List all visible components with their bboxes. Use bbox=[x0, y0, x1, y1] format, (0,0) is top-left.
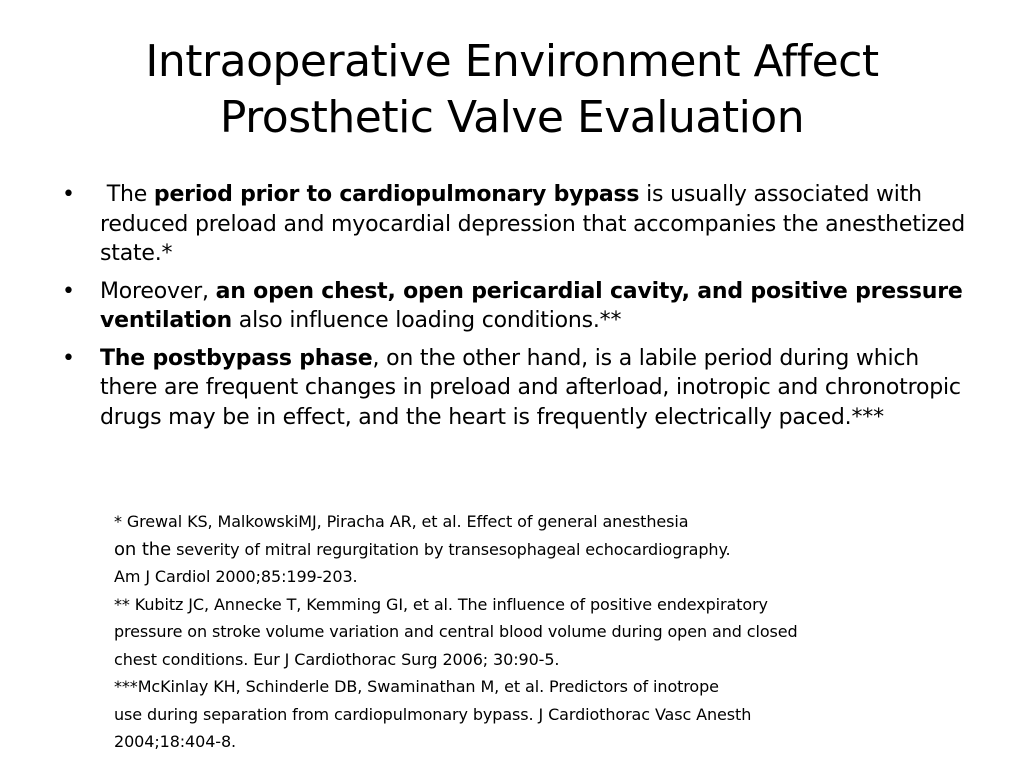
bullet-list bbox=[62, 180, 982, 440]
title-line-1: Intraoperative Environment Affect bbox=[145, 36, 879, 87]
reference-lead-text: on the bbox=[114, 538, 172, 560]
bullet-text-bold: an open chest, open pericardial cavity, and positive pressure ventilation bbox=[100, 278, 963, 333]
reference-line bbox=[114, 536, 974, 564]
bullet-text-suffix: is usually associated with reduced preload and myocardial depression that accompanies the anesthetized state.* bbox=[100, 182, 965, 266]
bullet-item bbox=[62, 344, 982, 433]
bullet-text-suffix: also influence loading conditions.** bbox=[232, 308, 622, 333]
slide-title bbox=[40, 34, 984, 146]
reference-line: ** Kubitz JC, Annecke T, Kemming GI, et al. The influence of positive endexpiratory bbox=[114, 594, 768, 614]
reference-line: ***McKinlay KH, Schinderle DB, Swaminathan M, et al. Predictors of inotrope bbox=[114, 677, 719, 696]
bullet-item bbox=[62, 277, 982, 336]
reference-line: Am J Cardiol 2000;85:199-203. bbox=[114, 567, 358, 586]
reference-line: chest conditions. Eur J Cardiothorac Surg 2006; 30:90-5. bbox=[114, 649, 560, 669]
bullet-text-bold: period prior to cardiopulmonary bypass bbox=[153, 182, 640, 207]
bullet-text-bold: The postbypass phase bbox=[100, 345, 373, 371]
bullet-item bbox=[62, 180, 982, 269]
reference-line: * Grewal KS, MalkowskiMJ, Piracha AR, et al. Effect of general anesthesia bbox=[114, 512, 689, 531]
reference-line: 2004;18:404-8. bbox=[114, 732, 237, 751]
references bbox=[114, 508, 974, 756]
bullet-text-suffix: , on the other hand, is a labile period during which there are frequent changes in preload and afterload, inotropic and chronotropic drugs may be in effect, and the heart is frequently electrically paced.*** bbox=[100, 345, 961, 430]
reference-line: use during separation from cardiopulmonary bypass. J Cardiothorac Vasc Anesth bbox=[114, 704, 752, 724]
title-line-2: Prosthetic Valve Evaluation bbox=[219, 92, 805, 143]
reference-line: pressure on stroke volume variation and central blood volume during open and closed bbox=[114, 622, 798, 641]
bullet-text-prefix: Moreover, bbox=[100, 278, 216, 304]
bullet-dot: • bbox=[62, 278, 75, 304]
bullet-dot: • bbox=[62, 345, 75, 371]
reference-text: severity of mitral regurgitation by transesophageal echocardiography. bbox=[171, 539, 731, 559]
bullet-text-prefix: The bbox=[100, 182, 154, 207]
bullet-dot: • bbox=[62, 182, 75, 207]
